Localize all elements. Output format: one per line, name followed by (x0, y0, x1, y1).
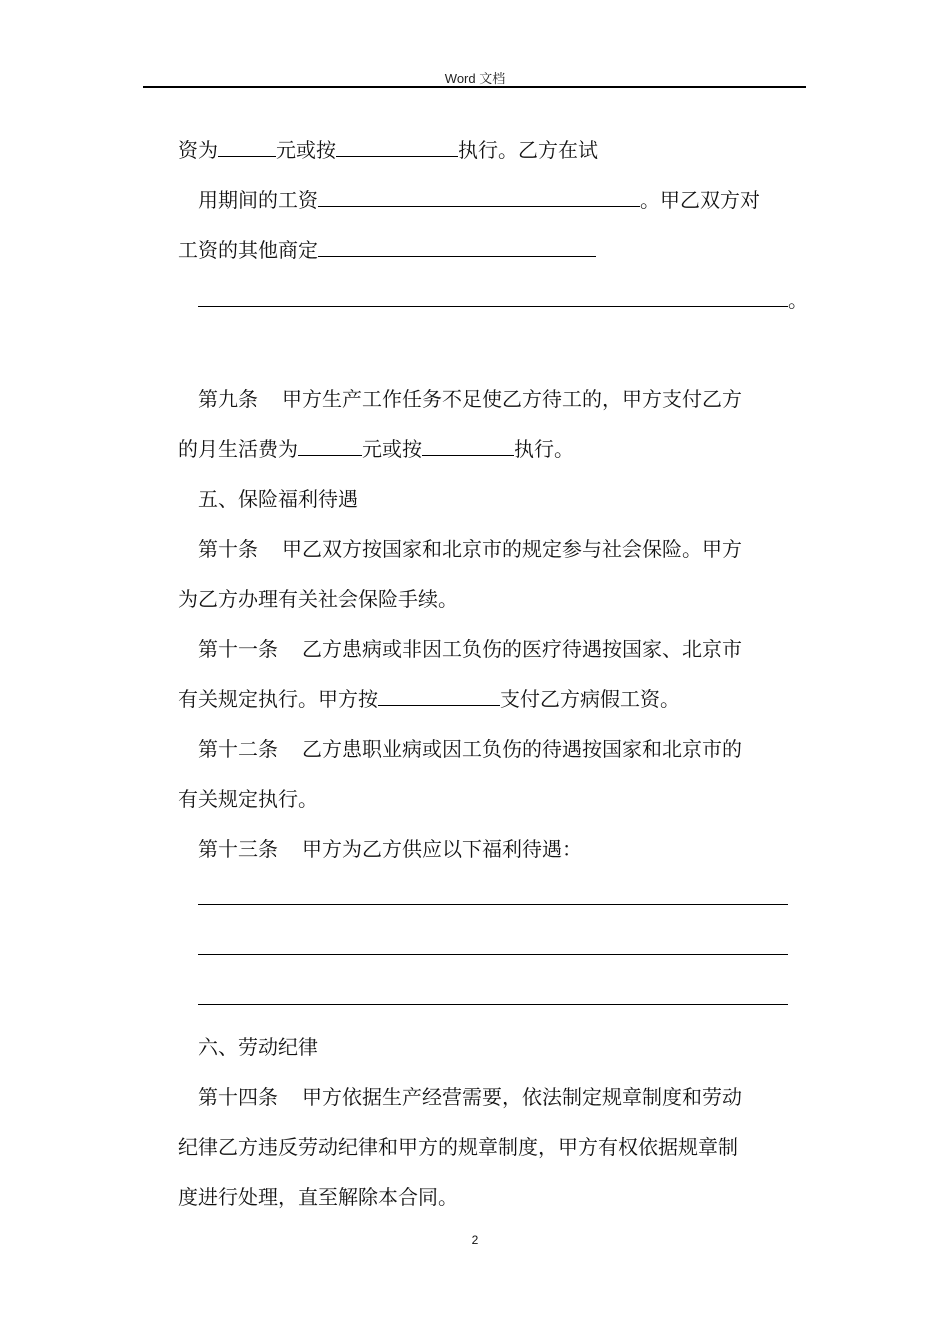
text-fragment: 用期间的工资 (198, 188, 318, 212)
header-divider (143, 86, 806, 88)
paragraph-line (198, 1085, 742, 1109)
fill-blank (318, 188, 640, 207)
paragraph-line (178, 437, 574, 461)
text-fragment: 甲乙双方按国家和北京市的规定参与社会保险。甲方 (282, 537, 742, 561)
fill-blank (198, 288, 788, 307)
paragraph-line (178, 138, 598, 162)
paragraph-line (198, 837, 582, 861)
article-number: 第十二条 (198, 737, 278, 761)
paragraph-line (198, 537, 742, 561)
article-number: 第十三条 (198, 837, 278, 861)
fill-blank (218, 138, 276, 157)
article-number: 第九条 (198, 387, 258, 411)
paragraph-line: 纪律乙方违反劳动纪律和甲方的规章制度，甲方有权依据规章制 (178, 1135, 738, 1159)
text-fragment: 支付乙方病假工资。 (500, 687, 680, 711)
text-fragment: 有关规定执行。甲方按 (178, 687, 378, 711)
text-fragment: 资为 (178, 138, 218, 162)
paragraph-line (198, 188, 760, 212)
paragraph-line: 有关规定执行。 (178, 787, 318, 811)
paragraph-line (178, 238, 596, 262)
article-number: 第十四条 (198, 1085, 278, 1109)
text-fragment: 甲方依据生产经营需要，依法制定规章制度和劳动 (302, 1085, 742, 1109)
text-fragment: 执行。 (514, 437, 574, 461)
text-fragment: 乙方患职业病或因工负伤的待遇按国家和北京市的 (302, 737, 742, 761)
paragraph-line (198, 737, 742, 761)
text-fragment: 。甲乙双方对 (640, 188, 760, 212)
paragraph-line (198, 387, 742, 411)
text-fragment: 。 (788, 288, 808, 312)
text-fragment: 工资的其他商定 (178, 238, 318, 262)
text-fragment: 的月生活费为 (178, 437, 298, 461)
paragraph-line: 度进行处理，直至解除本合同。 (178, 1185, 458, 1209)
paragraph-line (198, 288, 808, 312)
text-fragment: 元或按 (362, 437, 422, 461)
article-number: 第十条 (198, 537, 258, 561)
fill-blank (318, 238, 596, 257)
page-number: 2 (471, 1233, 479, 1247)
text-fragment: 甲方生产工作任务不足使乙方待工的，甲方支付乙方 (282, 387, 742, 411)
paragraph-line: 为乙方办理有关社会保险手续。 (178, 587, 458, 611)
paragraph-line (198, 637, 742, 661)
paragraph-line (178, 687, 680, 711)
text-fragment: 执行。乙方在试 (458, 138, 598, 162)
page-header-title: Word 文档 (444, 71, 506, 86)
fill-blank (198, 1004, 788, 1005)
fill-blank (336, 138, 458, 157)
fill-blank (198, 954, 788, 955)
article-number: 第十一条 (198, 637, 278, 661)
section-heading: 五、保险福利待遇 (198, 487, 358, 511)
fill-blank (422, 437, 514, 456)
text-fragment: 元或按 (276, 138, 336, 162)
text-fragment: 甲方为乙方供应以下福利待遇： (302, 837, 582, 861)
fill-blank (198, 904, 788, 905)
section-heading: 六、劳动纪律 (198, 1035, 318, 1059)
fill-blank (378, 687, 500, 706)
text-fragment: 乙方患病或非因工负伤的医疗待遇按国家、北京市 (302, 637, 742, 661)
fill-blank (298, 437, 362, 456)
